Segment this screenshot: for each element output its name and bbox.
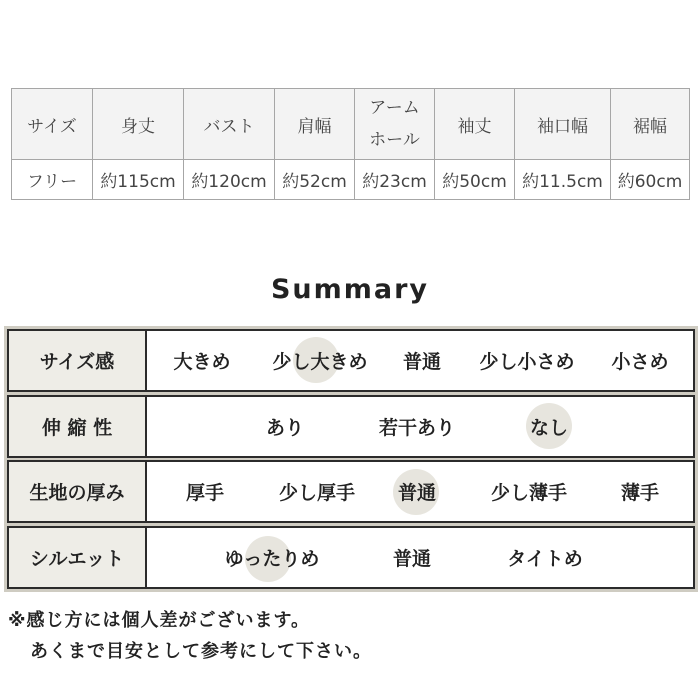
option-item: あり [265,417,305,439]
summary-title: Summary [270,274,430,305]
row-label: 生地の厚み [7,460,147,523]
row-label: シルエット [7,526,147,589]
row-options [147,526,695,589]
option-item: 少し大きめ [272,351,368,373]
option-item: 薄手 [620,482,660,504]
option-item: 普通 [392,548,432,570]
row-options [147,329,695,392]
note-line-2: あくまで目安として参考にして下さい。 [30,641,372,662]
note-line-1: ※感じ方には個人差がございます。 [8,610,311,631]
header-size: サイズ [12,89,93,160]
value-shoulder: 約52cm [275,160,355,200]
option-item: 少し厚手 [278,482,356,504]
size-table [11,88,690,200]
header-length: 身丈 [93,89,184,160]
row-label: 伸 縮 性 [7,395,147,458]
header-sleeve: 袖丈 [435,89,515,160]
row-options [147,395,695,458]
value-length: 約115cm [93,160,184,200]
option-item: 普通 [402,351,442,373]
option-item: 普通 [397,482,437,504]
header-bust: バスト [184,89,275,160]
header-armhole-text: アーム ホール [369,98,420,150]
option-item: 小さめ [611,351,669,373]
value-bust: 約120cm [184,160,275,200]
option-item: 厚手 [185,482,225,504]
option-item: なし [529,417,569,439]
value-sleeve: 約50cm [435,160,515,200]
option-item: 少し薄手 [490,482,568,504]
value-size: フリー [12,160,93,200]
header-cuff: 袖口幅 [515,89,611,160]
value-cuff: 約11.5cm [515,160,611,200]
summary-table [4,326,698,592]
option-item: 大きめ [173,351,231,373]
summary-row-stretch [7,395,695,458]
row-options [147,460,695,523]
value-armhole: 約23cm [355,160,435,200]
size-table-value-row [12,160,690,200]
header-hem: 裾幅 [611,89,690,160]
option-item: ゆったりめ [224,548,320,570]
size-table-header-row [12,89,690,160]
header-armhole [355,89,435,160]
value-hem: 約60cm [611,160,690,200]
option-item: タイトめ [507,548,583,570]
header-shoulder: 肩幅 [275,89,355,160]
summary-row-silhouette [7,526,695,589]
row-label: サイズ感 [7,329,147,392]
summary-row-fabric-thickness [7,460,695,523]
option-item: 少し小さめ [479,351,575,373]
summary-row-size-feel [7,329,695,392]
option-item: 若干あり [378,417,456,439]
